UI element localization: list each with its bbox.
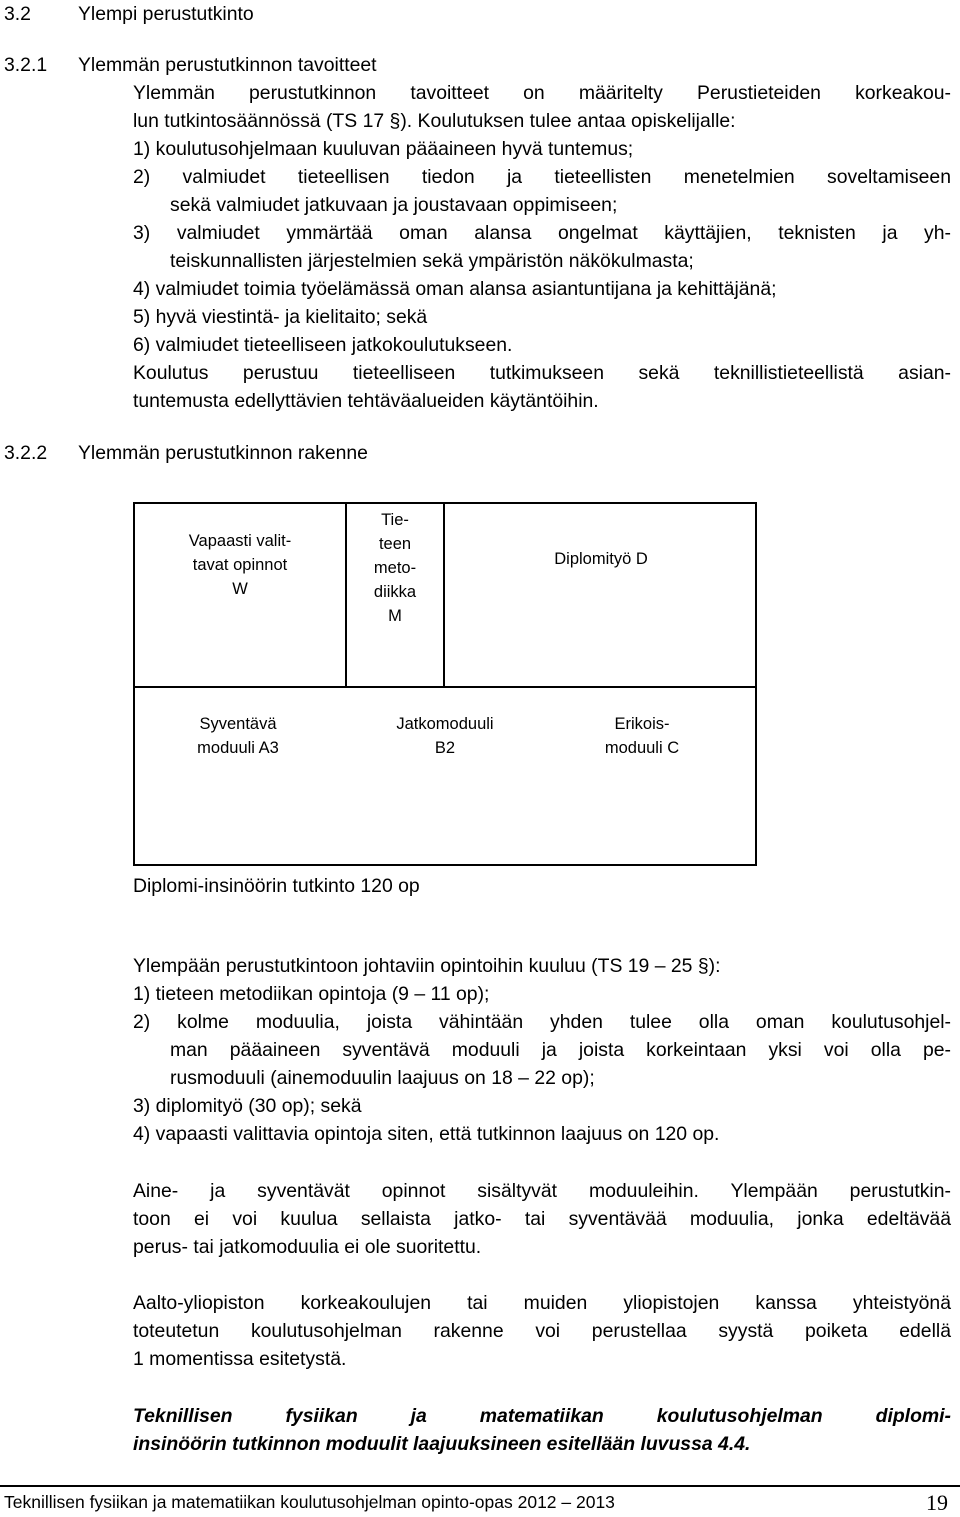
text-line: lun tutkintosäännössä (TS 17 §). Koulutuksen tulee antaa opiskelijalle: <box>133 110 736 132</box>
text-line: Aalto-yliopiston korkeakoulujen tai muiden yliopistojen kanssa yhteistyönä <box>133 1292 951 1314</box>
list-item: 3) diplomityö (30 op); sekä <box>133 1095 362 1117</box>
module-m: Tie- teen meto- diikka M <box>373 511 417 625</box>
text-line: 1 momentissa esitetystä. <box>133 1348 347 1370</box>
module-w: Vapaasti valit- tavat opinnot W <box>188 532 292 598</box>
list-item: 2) valmiudet tieteellisen tiedon ja tieteellisten menetelmien soveltamiseen <box>133 166 951 188</box>
subsection-number: 3.2.2 <box>4 442 48 464</box>
list-item: 1) koulutusohjelmaan kuuluvan pääaineen hyvä tuntemus; <box>133 138 634 160</box>
footer-text: Teknillisen fysiikan ja matematiikan koulutusohjelman opinto-opas 2012 – 2013 <box>4 1492 615 1512</box>
list-item-cont: man pääaineen syventävä moduuli ja joista korkeintaan yksi voi olla pe- <box>170 1039 951 1061</box>
list-item: 5) hyvä viestintä- ja kielitaito; sekä <box>133 306 428 328</box>
subsection-title: Ylemmän perustutkinnon tavoitteet <box>78 54 377 76</box>
text-line: toteutetun koulutusohjelman rakenne voi perustellaa syystä poiketa edellä <box>133 1320 951 1342</box>
subsection-number: 3.2.1 <box>4 54 48 76</box>
list-item: 1) tieteen metodiikan opintoja (9 – 11 op); <box>133 983 490 1005</box>
subsection-title: Ylemmän perustutkinnon rakenne <box>78 442 368 464</box>
section-title: Ylempi perustutkinto <box>78 3 254 25</box>
list-item: 4) valmiudet toimia työelämässä oman alansa asiantuntijana ja kehittäjänä; <box>133 278 777 300</box>
list-item-cont: rusmoduuli (ainemoduulin laajuus on 18 – 22 op); <box>170 1067 595 1089</box>
list-item: 4) vapaasti valittavia opintoja siten, että tutkinnon laajuus on 120 op. <box>133 1123 720 1145</box>
text-line: toon ei voi kuulua sellaista jatko- tai syventävää moduulia, jonka edeltävää <box>133 1208 951 1230</box>
list-item-cont: teiskunnallisten järjestelmien sekä ympäristön näkökulmasta; <box>170 250 694 272</box>
list-item-cont: sekä valmiudet jatkuvaan ja joustavaan oppimiseen; <box>170 194 618 216</box>
text-line: tuntemusta edellyttävien tehtäväalueiden käytäntöihin. <box>133 390 599 412</box>
emphasis-line: Teknillisen fysiikan ja matematiikan koulutusohjelman diplomi- <box>133 1405 951 1427</box>
text-line: perus- tai jatkomoduulia ei ole suoritettu. <box>133 1236 482 1258</box>
module-a3: Syventävä moduuli A3 <box>197 715 279 757</box>
list-item: 3) valmiudet ymmärtää oman alansa ongelmat käyttäjien, teknisten ja yh- <box>133 222 951 244</box>
module-c: Erikois- moduuli C <box>604 715 680 757</box>
list-item: 6) valmiudet tieteelliseen jatkokoulutukseen. <box>133 334 513 356</box>
emphasis-line: insinöörin tutkinnon moduulit laajuuksineen esitellään luvussa 4.4. <box>133 1433 751 1455</box>
text-line: Koulutus perustuu tieteelliseen tutkimukseen sekä teknillistieteellistä asian- <box>133 362 951 384</box>
module-b2: Jatkomoduuli B2 <box>396 715 494 757</box>
text-line: Ylemmän perustutkinnon tavoitteet on määritelty Perustieteiden korkeakou- <box>133 82 951 104</box>
text-line: Aine- ja syventävät opinnot sisältyvät moduuleihin. Ylempään perustutkin- <box>133 1180 951 1202</box>
list-item: 2) kolme moduulia, joista vähintään yhden tulee olla oman koulutusohjel- <box>133 1011 951 1033</box>
text-line: Ylempään perustutkintoon johtaviin opintoihin kuuluu (TS 19 – 25 §): <box>133 955 721 977</box>
page-number: 19 <box>926 1490 948 1515</box>
module-d: Diplomityö D <box>554 550 648 568</box>
footer-rule <box>0 1485 960 1487</box>
diagram-caption: Diplomi-insinöörin tutkinto 120 op <box>133 875 420 897</box>
section-number: 3.2 <box>4 3 31 25</box>
diagram-divider <box>133 686 757 688</box>
